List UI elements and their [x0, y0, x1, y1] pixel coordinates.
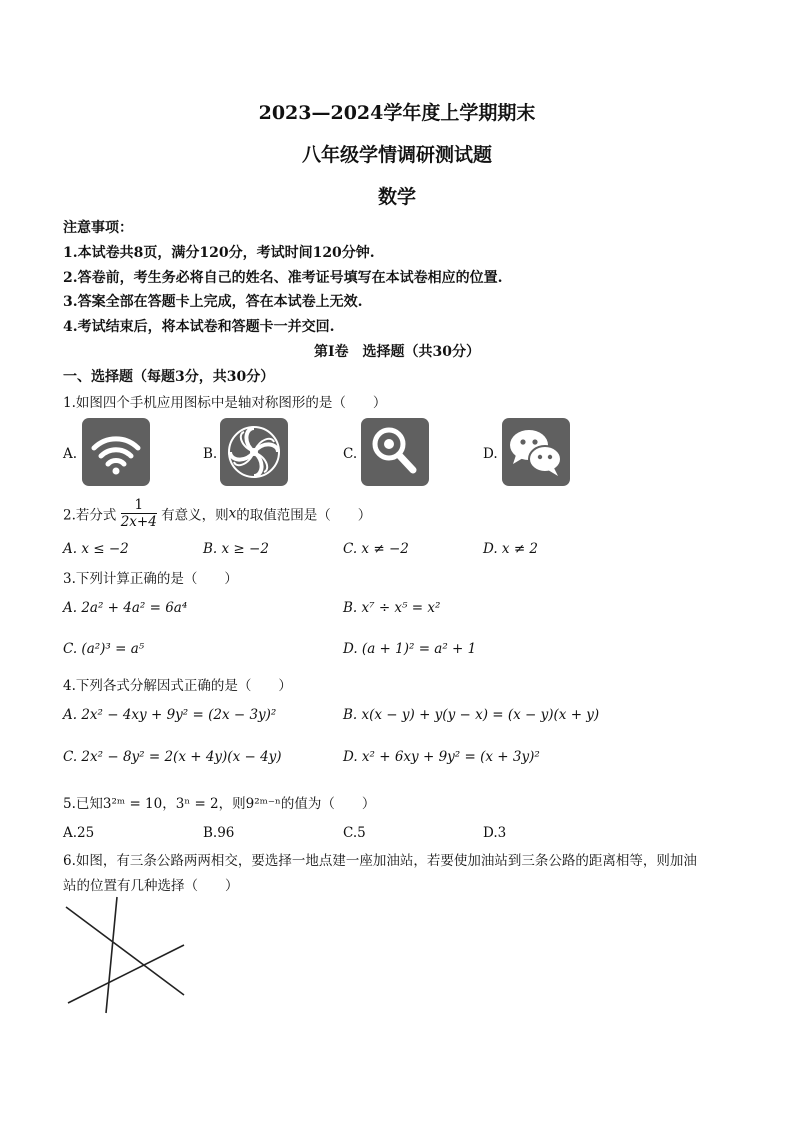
q5-option-a: A.25	[63, 825, 95, 841]
magnifier-icon	[361, 418, 429, 486]
question-6-stem-line2: 站的位置有几种选择（ ）	[63, 878, 239, 894]
note-item-4: 4.考试结束后，将本试卷和答题卡一并交回.	[63, 319, 335, 335]
notes-heading: 注意事项：	[63, 220, 133, 236]
q5-option-d: D.3	[483, 825, 507, 841]
q2-option-a: A. x ≤ −2	[63, 541, 129, 557]
q2-stem-post: 有意义，则	[161, 507, 229, 524]
road-line-3	[68, 945, 184, 1003]
note-item-2: 2.答卷前，考生务必将自己的姓名、准考证号填写在本试卷相应的位置.	[63, 270, 503, 286]
question-4-stem: 4.下列各式分解因式正确的是（ ）	[63, 678, 292, 694]
q2-fraction	[121, 497, 157, 530]
q5-option-c: C.5	[343, 825, 366, 841]
road-line-2	[106, 897, 117, 1013]
q4-option-d: D. x² + 6xy + 9y² = (x + 3y)²	[343, 749, 540, 765]
q2-stem-pre: 2.若分式	[63, 507, 117, 524]
exam-subject: 数学	[377, 186, 416, 208]
q4-option-b: B. x(x − y) + y(y − x) = (x − y)(x + y)	[343, 707, 600, 723]
question-3-stem: 3.下列计算正确的是（ ）	[63, 571, 238, 587]
swirl-icon	[220, 418, 288, 486]
q2-stem-end: 的取值范围是（ ）	[236, 507, 372, 524]
three-roads-diagram	[60, 893, 190, 1017]
q2-fraction-denominator: 2x+4	[120, 514, 157, 530]
q3-option-d: D. (a + 1)² = a² + 1	[343, 641, 477, 657]
note-item-1: 1.本试卷共8页，满分120分，考试时间120分钟.	[63, 245, 375, 261]
exam-title-line2: 八年级学情调研测试题	[301, 144, 492, 166]
q2-fraction-numerator: 1	[121, 497, 157, 514]
q3-option-c: C. (a²)³ = a⁵	[63, 641, 145, 657]
q3-option-b: B. x⁷ ÷ x⁵ = x²	[343, 600, 441, 616]
volume-heading: 第Ⅰ卷 选择题（共30分）	[313, 344, 481, 360]
question-5-stem: 5.已知3²ᵐ = 10，3ⁿ = 2，则9²ᵐ⁻ⁿ的值为（ ）	[63, 796, 376, 812]
exam-title-line1: 2023—2024学年度上学期期末	[258, 102, 536, 124]
note-item-3: 3.答案全部在答题卡上完成，答在本试卷上无效.	[63, 294, 363, 310]
question-2-stem	[63, 497, 371, 530]
road-line-1	[66, 907, 184, 995]
q5-option-b: B.96	[203, 825, 235, 841]
q1-option-c-label: C.	[343, 446, 358, 462]
q2-variable: x	[228, 505, 237, 522]
question-1-stem: 1.如图四个手机应用图标中是轴对称图形的是（ ）	[63, 395, 387, 411]
section-heading: 一、选择题（每题3分，共30分）	[63, 369, 275, 385]
q4-option-c: C. 2x² − 8y² = 2(x + 4y)(x − 4y)	[63, 749, 282, 765]
q1-option-d-label: D.	[483, 446, 498, 462]
question-6-stem-line1: 6.如图，有三条公路两两相交，要选择一地点建一座加油站，若要使加油站到三条公路的距离相等，则加油	[63, 853, 697, 869]
q1-option-b-label: B.	[203, 446, 218, 462]
q3-option-a: A. 2a² + 4a² = 6a⁴	[63, 600, 188, 616]
wifi-icon	[82, 418, 150, 486]
q2-option-d: D. x ≠ 2	[483, 541, 539, 557]
q2-option-b: B. x ≥ −2	[203, 541, 269, 557]
wechat-icon	[502, 418, 570, 486]
q1-option-a-label: A.	[63, 446, 78, 462]
q2-option-c: C. x ≠ −2	[343, 541, 409, 557]
q4-option-a: A. 2x² − 4xy + 9y² = (2x − 3y)²	[63, 707, 277, 723]
